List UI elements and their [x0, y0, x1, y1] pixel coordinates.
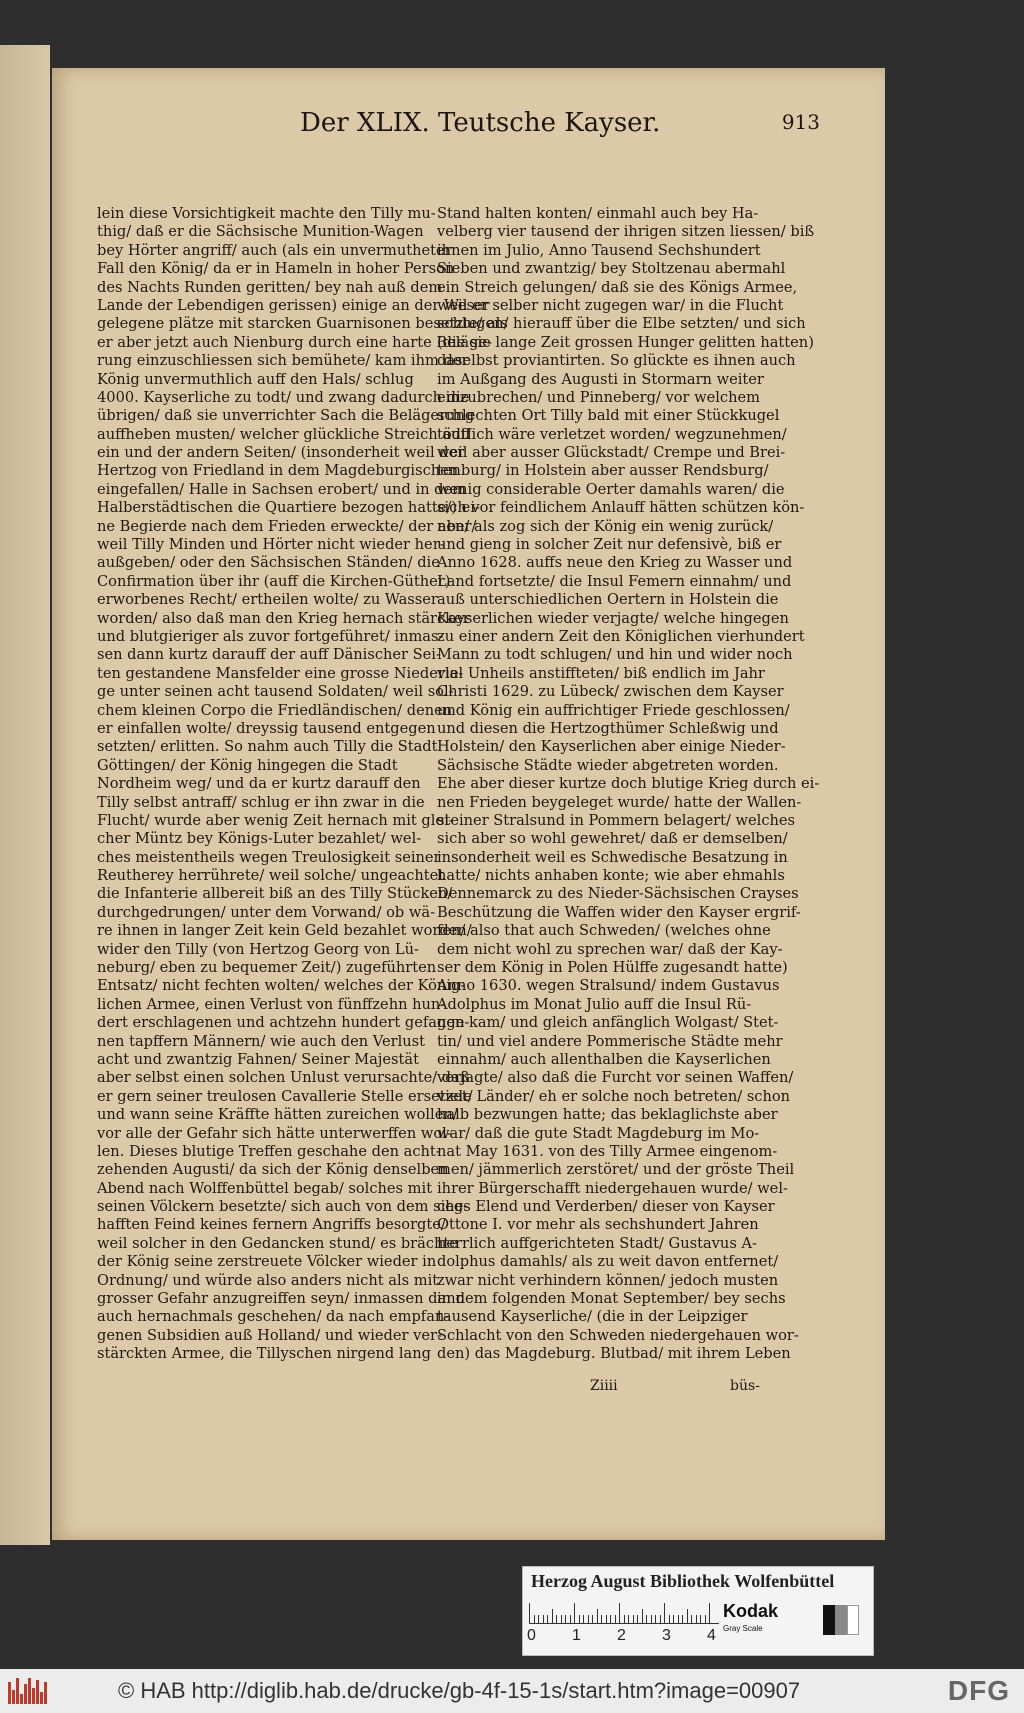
text-line: im Außgang des Augusti in Stormarn weiter	[437, 370, 764, 388]
ruler-tick	[619, 1603, 620, 1623]
text-line: und gieng in solcher Zeit nur defensivè, biß er	[437, 536, 782, 554]
text-line: gelegene plätze mit starcken Guarnisonen besetzte/ als	[97, 315, 508, 333]
ruler-tick	[615, 1615, 616, 1623]
ruler-tick	[682, 1615, 683, 1623]
ruler-tick	[601, 1615, 602, 1623]
text-line: Tilly selbst antraff/ schlug er ihn zwar in die	[97, 793, 425, 811]
text-line: nat May 1631. von des Tilly Armee eingenom-	[437, 1142, 778, 1160]
text-line: ches meistentheils wegen Treulosigkeit seiner	[97, 848, 441, 866]
ruler-tick	[691, 1615, 692, 1623]
ruler-tick	[664, 1603, 665, 1623]
ruler-tick	[543, 1615, 544, 1623]
text-line: weil solcher in den Gedancken stund/ es brächte	[97, 1234, 458, 1252]
ruler-tick	[687, 1609, 688, 1623]
ruler-tick	[700, 1615, 701, 1623]
text-line: einnahm/ auch allenthalben die Kayserlichen	[437, 1050, 771, 1068]
text-line: und wann seine Kräffte hätten zureichen wollen/	[97, 1106, 458, 1124]
text-line: viel Unheils anstiffteten/ biß endlich im Jahr	[437, 664, 765, 682]
text-line: wider den Tilly (von Hertzog Georg von Lü-	[97, 940, 419, 958]
dfg-logo: DFG	[947, 1675, 1010, 1706]
text-line: steiner Stralsund in Pommern belagert/ welches	[437, 811, 796, 829]
text-line: auffheben musten/ welcher glückliche Streich auff	[97, 425, 471, 443]
text-line: Hertzog von Friedland in dem Magdeburgischen	[97, 462, 459, 480]
text-line: durchgedrungen/ unter dem Vorwand/ ob wä-	[97, 903, 436, 921]
text-line: lein diese Vorsichtigkeit machte den Tilly mu-	[97, 205, 436, 222]
text-line: setzten/ erlitten. So nahm auch Tilly die Stadt	[97, 738, 438, 756]
text-line: rung einzuschliessen sich bemühete/ kam ihm der	[97, 352, 469, 370]
ruler-tick	[588, 1615, 589, 1623]
text-line: tödtlich wäre verletzet worden/ wegzunehmen/	[437, 425, 787, 443]
text-line: Dennemarck zu des Nieder-Sächsischen Crayses	[437, 885, 799, 903]
ruler-tick	[673, 1615, 674, 1623]
text-line: ches Elend und Verderben/ dieser von Kayser	[437, 1198, 775, 1216]
ruler-number: 2	[617, 1627, 626, 1644]
text-line: insonderheit weil es Schwedische Besatzung in	[437, 848, 788, 866]
text-line: schlugen/ hierauff über die Elbe setzten/ und sich	[437, 315, 806, 333]
ruler-tick	[579, 1615, 580, 1623]
ruler-tick	[646, 1615, 647, 1623]
gray-patch-black	[823, 1605, 835, 1635]
text-line: daselbst proviantirten. So glückte es ihnen auch	[437, 352, 796, 370]
text-line: ser dem König in Polen Hülffe zugesandt hatte)	[437, 959, 788, 977]
barcode-bar	[16, 1678, 19, 1704]
ruler-tick	[655, 1615, 656, 1623]
barcode-bar	[24, 1684, 27, 1704]
text-line: stärckten Armee, die Tillyschen nirgend lang	[97, 1345, 432, 1363]
text-line: neburg/ eben zu bequemer Zeit/) zugeführten	[97, 959, 437, 977]
text-line: erworbenes Recht/ ertheilen wolte/ zu Wasser	[97, 591, 438, 609]
left-text-column	[97, 205, 508, 1364]
ruler-tick	[696, 1615, 697, 1623]
kodak-gray-scale	[723, 1601, 863, 1651]
ruler-tick	[561, 1615, 562, 1623]
ruler-tick	[547, 1615, 548, 1623]
text-line: fen/ also that auch Schweden/ (welches ohne	[437, 922, 771, 940]
text-line: Fall den König/ da er in Hameln in hoher Person	[97, 260, 455, 278]
kodak-subtitle: Gray Scale	[723, 1624, 763, 1633]
page-header	[300, 108, 820, 142]
right-text-column	[437, 205, 820, 1364]
text-line: Nordheim weg/ und da er kurtz darauff den	[97, 775, 421, 793]
text-line: herrlich auffgerichteten Stadt/ Gustavus A-	[437, 1234, 757, 1252]
text-line: ihrer Bürgerschafft niedergehauen wurde/ wel-	[437, 1179, 788, 1197]
page-number: 913	[781, 110, 820, 134]
ruler-tick	[678, 1615, 679, 1623]
text-line: Kayserlichen wieder verjagte/ welche hingegen	[437, 609, 789, 627]
text-line: Lande der Lebendigen gerissen) einige an der Weser	[97, 296, 490, 314]
ruler-tick	[597, 1609, 598, 1623]
text-line: Reutherey herrührete/ weil solche/ ungeachtet	[97, 867, 445, 885]
text-line: Christi 1629. zu Lübeck/ zwischen dem Kayser	[437, 683, 784, 701]
text-line: Ordnung/ und würde also anders nicht als mit	[97, 1271, 439, 1289]
text-line: einzubrechen/ und Pinneberg/ vor welchem	[437, 388, 760, 406]
text-line: er aber jetzt auch Nienburg durch eine harte Beläge-	[97, 333, 493, 351]
text-line: Entsatz/ nicht fechten wolten/ welches der König-	[97, 977, 466, 995]
text-line: nen Frieden beygeleget wurde/ hatte der Wallen-	[437, 793, 802, 811]
text-line: tenburg/ in Holstein aber ausser Rendsburg/	[437, 462, 769, 480]
ruler-tick	[592, 1615, 593, 1623]
text-line: re ihnen in langer Zeit kein Geld bezahlet worden/	[97, 922, 472, 940]
text-line: seinen Völckern besetzte/ sich auch von dem sieg-	[97, 1198, 469, 1216]
text-line: thig/ daß er die Sächsische Munition-Wagen	[97, 223, 424, 241]
text-line: auß unterschiedlichen Oertern in Holstein die	[437, 591, 779, 609]
text-line: Stand halten konten/ einmahl auch bey Ha-	[437, 205, 759, 222]
kodak-brand: Kodak	[723, 1601, 779, 1621]
text-line: weil Tilly Minden und Hörter nicht wieder her-	[97, 536, 445, 554]
text-line: ne Begierde nach dem Frieden erweckte/ der aber/	[97, 517, 477, 535]
barcode-bar	[32, 1688, 35, 1704]
barcode-bar	[36, 1680, 39, 1704]
text-line: nen tapffern Männern/ wie auch den Verlust	[97, 1032, 426, 1050]
text-line: hatte/ nichts anhaben konte; wie aber ehmahls	[437, 867, 785, 885]
text-line: ge unter seinen acht tausend Soldaten/ weil sol-	[97, 683, 454, 701]
text-line: Halberstädtischen die Quartiere bezogen hatte/) ei-	[97, 499, 480, 517]
text-line: Sieben und zwantzig/ bey Stoltzenau abermahl	[437, 260, 786, 278]
catchword: büs-	[730, 1378, 760, 1394]
left-page-edge	[0, 45, 50, 1545]
text-line: worden/ also daß man den Krieg hernach stärcker	[97, 609, 470, 627]
text-line: außgeben/ oder den Sächsischen Ständen/ die	[97, 554, 440, 572]
text-line: zehenden Augusti/ da sich der König denselben	[97, 1161, 449, 1179]
text-line: chem kleinen Corpo die Friedländischen/ denen	[97, 701, 453, 719]
ruler-tick	[606, 1615, 607, 1623]
text-line: halb bezwungen hatte; das beklaglichste aber	[437, 1106, 778, 1124]
text-line: (die sie lange Zeit grossen Hunger gelitten hatten)	[437, 333, 814, 351]
text-line: Beschützung die Waffen wider den Kayser ergrif-	[437, 903, 801, 921]
viewer-footer	[0, 1669, 1024, 1713]
text-line: weil aber ausser Glückstadt/ Crempe und Brei-	[437, 444, 786, 462]
signature-mark: Ziiii	[590, 1378, 618, 1394]
text-line: verjagte/ also daß die Furcht vor seinen Waffen/	[437, 1069, 794, 1087]
color-reference-card	[522, 1566, 874, 1656]
text-line: Confirmation über ihr (auff die Kirchen-Güther)	[97, 572, 451, 590]
text-line: Ehe aber dieser kurtze doch blutige Krieg durch ei-	[437, 775, 820, 793]
source-credit[interactable]: © HAB http://diglib.hab.de/drucke/gb-4f-15-1s/start.htm?image=00907	[118, 1678, 801, 1703]
text-line: grosser Gefahr anzugreiffen seyn/ inmassen dann	[97, 1290, 466, 1308]
text-line: Mann zu todt schlugen/ und hin und wider noch	[437, 646, 793, 664]
text-line: bey Hörter angriff/ auch (als ein unvermutheter	[97, 241, 452, 259]
ruler-tick	[709, 1603, 710, 1623]
text-line: der König seine zerstreuete Völcker wieder in	[97, 1253, 437, 1271]
ruler-tick	[538, 1615, 539, 1623]
barcode-bar	[44, 1682, 47, 1704]
text-line: und König ein auffrichtiger Friede geschlossen/	[437, 701, 790, 719]
ruler-tick	[534, 1615, 535, 1623]
text-line: Sächsische Städte wieder abgetreten worden.	[437, 756, 779, 774]
text-line: men/ jämmerlich zerstöret/ und der gröste Theil	[437, 1161, 795, 1179]
text-line: tausend Kayserliche/ (die in der Leipziger	[437, 1308, 748, 1326]
text-line: er einfallen wolte/ dreyssig tausend entgegen	[97, 719, 436, 737]
text-line: genen Subsidien auß Holland/ und wieder ver-	[97, 1326, 442, 1344]
ruler-tick	[669, 1615, 670, 1623]
text-line: des Nachts Runden geritten/ bey nah auß dem	[97, 278, 443, 296]
barcode-icon	[8, 1678, 48, 1704]
text-line: hafften Feind keines fernern Angriffs besorgte/	[97, 1216, 446, 1234]
ruler-tick	[628, 1615, 629, 1623]
ruler-tick	[660, 1615, 661, 1623]
text-line: und blutgieriger als zuvor fortgeführet/ inmas-	[97, 627, 444, 645]
text-line: König unvermuthlich auff den Hals/ schlug	[97, 370, 414, 388]
text-line: Ottone I. vor mehr als sechshundert Jahren	[437, 1216, 759, 1234]
running-title: Der XLIX. Teutsche Kayser.	[300, 108, 661, 138]
text-line: ein Streich gelungen/ daß sie des Königs Armee,	[437, 278, 798, 296]
text-line: dert erschlagenen und achtzehn hundert gefange-	[97, 1014, 470, 1032]
text-line: Land fortsetzte/ die Insul Femern einnahm/ und	[437, 572, 792, 590]
ruler-tick	[574, 1603, 575, 1623]
ruler-number: 0	[527, 1627, 536, 1644]
text-line: Anno 1630. wegen Stralsund/ indem Gustavus	[437, 977, 780, 995]
text-line: Anno 1628. auffs neue den Krieg zu Wasser und	[437, 554, 793, 572]
text-line: auch hernachmals geschehen/ da nach empfan-	[97, 1308, 450, 1326]
text-line: weil er selber nicht zugegen war/ in die Flucht	[437, 296, 784, 314]
barcode-bar	[12, 1690, 15, 1704]
ruler-tick	[529, 1603, 530, 1623]
ruler-tick	[565, 1615, 566, 1623]
text-line: len. Dieses blutige Treffen geschahe den acht-	[97, 1142, 441, 1160]
barcode-bar	[40, 1692, 43, 1704]
text-line: ein und der andern Seiten/ (insonderheit weil der	[97, 444, 465, 462]
ruler-number: 1	[572, 1627, 581, 1644]
text-line: tin/ und viel andere Pommerische Städte mehr	[437, 1032, 783, 1050]
text-line: wenig considerable Oerter damahls waren/ die	[437, 480, 785, 498]
text-line: lichen Armee, einen Verlust von fünffzehn hun-	[97, 995, 446, 1013]
gray-patch-white	[847, 1605, 859, 1635]
ruler-tick	[651, 1615, 652, 1623]
text-line: übrigen/ daß sie unverrichter Sach die Belägerung	[97, 407, 475, 425]
text-line: war/ daß die gute Stadt Magdeburg im Mo-	[437, 1124, 760, 1142]
text-line: sich aber so wohl gewehret/ daß er demselben/	[437, 830, 788, 848]
text-line: Schlacht von den Schweden niedergehauen wor-	[437, 1326, 799, 1344]
text-line: dem nicht wohl zu sprechen war/ daß der Kay-	[437, 940, 783, 958]
text-line: er gern seiner treulosen Cavallerie Stelle ersetzet/	[97, 1087, 473, 1105]
text-line: sen dann kurtz darauff der auff Dänischer Sei-	[97, 646, 441, 664]
card-title: Herzog August Bibliothek Wolfenbüttel	[531, 1571, 835, 1591]
ruler-tick	[642, 1609, 643, 1623]
text-line: viele Länder/ eh er solche noch betreten/ schon	[437, 1087, 791, 1105]
text-line: vor alle der Gefahr sich hätte unterwerffen wol-	[97, 1124, 452, 1142]
text-line: Göttingen/ der König hingegen die Stadt	[97, 756, 398, 774]
text-line: in dem folgenden Monat September/ bey sechs	[437, 1290, 786, 1308]
text-line: gen kam/ und gleich anfänglich Wolgast/ Stet-	[437, 1014, 779, 1032]
text-line: sich vor feindlichem Anlauff hätten schützen kön-	[437, 499, 805, 517]
ruler-number: 3	[662, 1627, 671, 1644]
ruler-tick	[556, 1615, 557, 1623]
ruler-tick	[610, 1615, 611, 1623]
gray-patch-mid	[835, 1605, 847, 1635]
text-line: ten gestandene Mansfelder eine grosse Niederla-	[97, 664, 464, 682]
text-line: cher Müntz bey Königs-Luter bezahlet/ wel-	[97, 830, 422, 848]
text-line: dolphus damahls/ als zu weit davon entfernet/	[437, 1253, 779, 1271]
text-line: und diesen die Hertzogthümer Schleßwig und	[437, 719, 779, 737]
ruler-tick	[633, 1615, 634, 1623]
ruler-tick	[624, 1615, 625, 1623]
barcode-bar	[20, 1694, 23, 1704]
text-line: zu einer andern Zeit den Königlichen vierhundert	[437, 627, 805, 645]
text-line: nen/ als zog sich der König ein wenig zurück/	[437, 517, 774, 535]
text-line: aber selbst einen solchen Unlust verursachte/ daß	[97, 1069, 470, 1087]
ruler-tick	[552, 1609, 553, 1623]
text-line: Adolphus im Monat Julio auff die Insul Rü-	[437, 995, 752, 1013]
ruler-tick	[570, 1615, 571, 1623]
text-line: schlechten Ort Tilly bald mit einer Stückkugel	[437, 407, 780, 425]
text-line: Holstein/ den Kayserlichen aber einige Nieder-	[437, 738, 786, 756]
barcode-bar	[8, 1682, 11, 1704]
text-line: eingefallen/ Halle in Sachsen erobert/ und in dem	[97, 480, 466, 498]
text-line: 4000. Kayserliche zu todt/ und zwang dadurch die	[97, 388, 470, 406]
text-line: zwar nicht verhindern können/ jedoch musten	[437, 1271, 779, 1289]
ruler-tick	[705, 1615, 706, 1623]
ruler-number: 4	[707, 1627, 716, 1644]
measurement-ruler	[529, 1601, 719, 1624]
text-line: ihnen im Julio, Anno Tausend Sechshundert	[437, 241, 761, 259]
text-line: velberg vier tausend der ihrigen sitzen liessen/ biß	[437, 223, 815, 241]
text-line: acht und zwantzig Fahnen/ Seiner Majestät	[97, 1050, 419, 1068]
text-line: die Infanterie allbereit biß an des Tilly Stücken/	[97, 885, 453, 903]
ruler-tick	[637, 1615, 638, 1623]
barcode-bar	[28, 1678, 31, 1704]
ruler-tick	[583, 1615, 584, 1623]
text-line: Abend nach Wolffenbüttel begab/ solches mit	[97, 1179, 433, 1197]
text-line: Flucht/ wurde aber wenig Zeit hernach mit glei-	[97, 811, 454, 829]
text-line: den) das Magdeburg. Blutbad/ mit ihrem Leben	[437, 1345, 791, 1363]
